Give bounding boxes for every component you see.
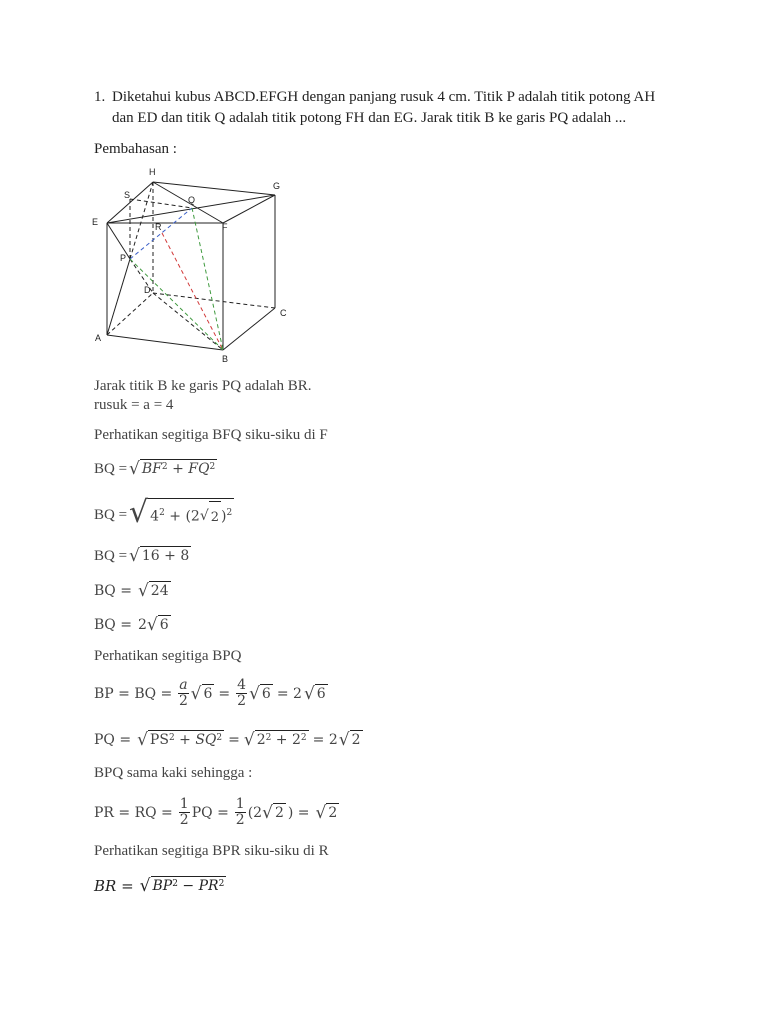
segment-PB-green [130,259,223,350]
segment-PQ-blue [130,208,192,259]
label-Q: Q [188,195,196,205]
sqrt-16-8: √ 16 + 8 [129,546,190,566]
diagonal-DB [153,293,223,350]
formula-bq-5: BQ = 2 √ 6 [94,615,169,635]
label-E: E [92,217,99,227]
cube-edges [107,182,275,350]
sqrt-6: √ 6 [146,615,169,635]
text-bfq: Perhatikan segitiga BFQ siku-siku di F [94,427,328,443]
formula-bq-4 [94,580,171,602]
text-sama-kaki: BPQ sama kaki sehingga : [94,765,253,781]
sqrt-24: √ 24 [137,581,169,601]
problem-line-1: Diketahui kubus ABCD.EFGH dengan panjang rusuk 4 cm. Titik P adalah titik potong AH [112,89,656,105]
segment-EP [107,223,130,259]
label-B: B [222,354,229,364]
hidden-edges [107,182,275,350]
bq-label-3: BQ = [94,548,128,564]
pembahasan-heading: Pembahasan : [94,141,177,157]
cube-diagram [88,163,298,368]
label-P: P [120,253,127,263]
label-S: S [124,190,131,200]
segment-PH [130,182,153,259]
segment-RB-red [162,233,223,350]
text-jarak: Jarak titik B ke garis PQ adalah BR. [94,378,312,394]
sqrt-2-2: √ $2^2 + 2^2$ [243,730,307,750]
label-C: C [280,308,287,318]
edge-AD [107,293,153,335]
edge-DC [153,293,275,308]
text-bpr: Perhatikan segitiga BPR siku-siku di R [94,843,329,859]
text-rusuk: rusuk = a = 4 [94,397,174,413]
formula-bq-3 [94,545,191,567]
problem-line-2: dan ED dan titik Q adalah titik potong FH dan EG. Jarak titik B ke garis PQ adalah ... [112,110,627,126]
bp-label: BP = BQ = [94,685,173,702]
edge-BC [223,308,275,350]
text-bpq: Perhatikan segitiga BPQ [94,648,242,664]
bq-label-4: BQ = [94,583,132,599]
label-G: G [273,181,281,191]
formula-bp: BP = BQ = $\frac{a}{2}$ √ 6 = $\frac{4}{2}$ √ 6 = 2 √ 6 [94,677,326,709]
formula-br [94,875,226,897]
sqrt-ps-sq: √ $PS^2 + SQ^2$ [137,730,223,750]
pr-label: PR = RQ = [94,804,173,821]
br-label: BR = [94,877,134,895]
bq-label-2: BQ = [94,507,128,523]
label-H: H [149,167,156,177]
edge-AB [107,335,223,350]
bq-label-5: BQ = [94,617,132,633]
segment-SQ [130,199,192,208]
problem-number: 1. [94,89,106,105]
frac-a-2: $\frac{a}{2}$ [179,677,188,709]
bq-label: BQ = [94,461,128,477]
formula-pr: PR = RQ = $\frac{1}{2}$ PQ = $\frac{1}{2}$ (2 √ 2 ) = √ 2 [94,796,338,828]
frac-4-2: $\frac{4}{2}$ [237,677,247,709]
segment-AP [107,259,130,335]
formula-bq-2 [94,495,234,532]
formula-bq-1 [94,458,217,480]
formula-pq: PQ = √ $PS^2 + SQ^2$ = √ $2^2 + 2^2$ = 2 √ 2 [94,730,361,750]
label-D: D [144,285,151,295]
pq-label: PQ = [94,732,132,748]
sqrt-bp-pr: √ $BP^2 - PR^2$ [139,876,225,896]
label-F: F [222,222,228,232]
sqrt-4-2sqrt2: √ $4^2 + (2$ √ 2 )$^2$ [129,495,233,530]
label-A: A [95,333,102,343]
label-R: R [155,222,162,232]
sqrt-bf-fq: √ $BF^2 + FQ^2$ [129,459,216,479]
